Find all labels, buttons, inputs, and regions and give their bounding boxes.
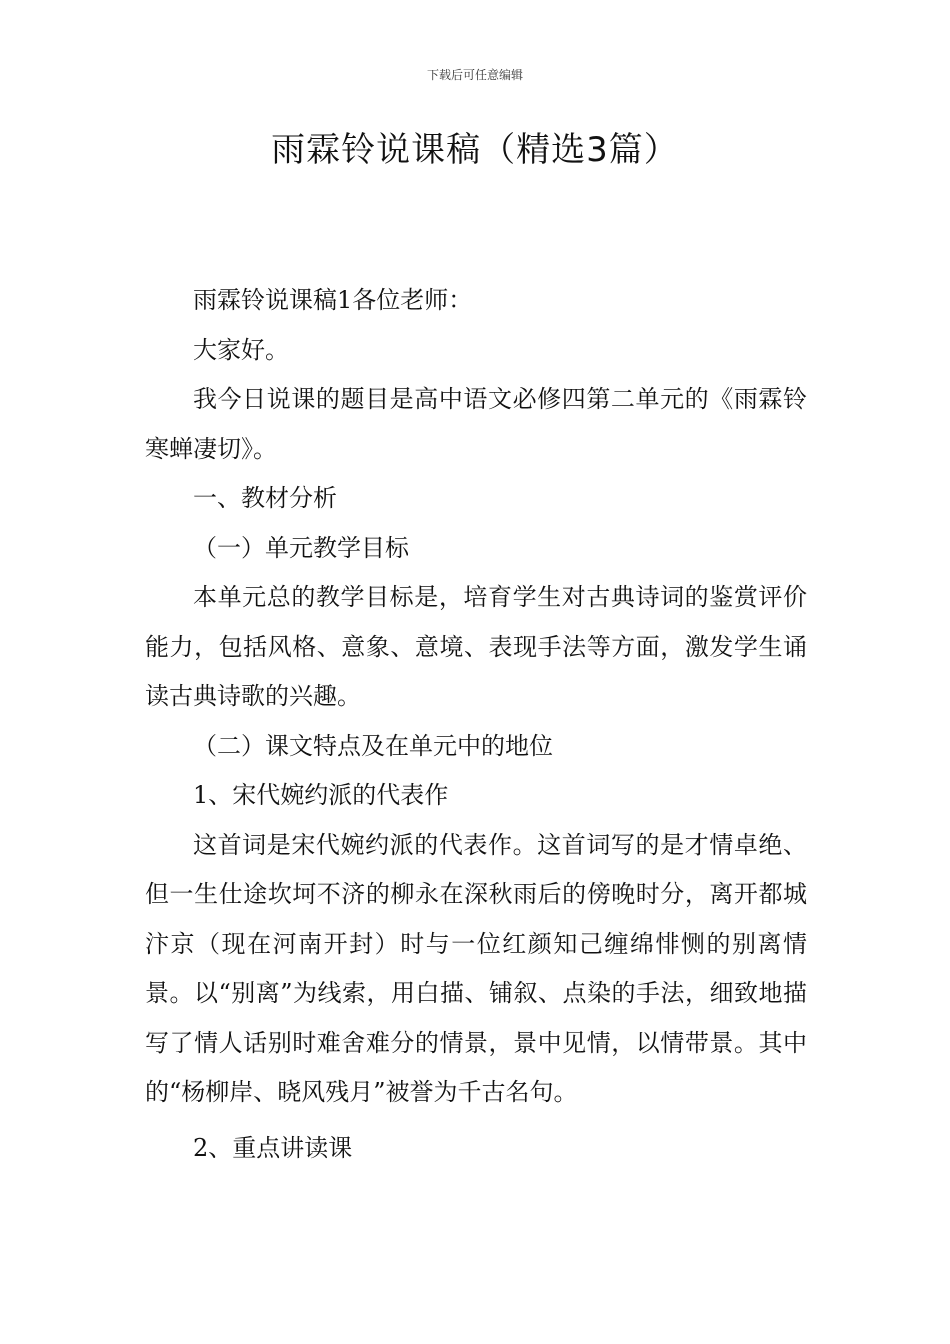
document-body (145, 276, 807, 1173)
paragraph-unit-goals: 本单元总的教学目标是，培育学生对古典诗词的鉴赏评价能力，包括风格、意象、意境、表现手法等方面，激发学生诵读古典诗歌的兴趣。 (145, 583, 807, 710)
item-heading-key-lesson: 2、重点讲读课 (193, 1133, 353, 1162)
paragraph-greeting: 大家好。 (193, 335, 289, 364)
paragraph-topic: 我今日说课的题目是高中语文必修四第二单元的《雨霖铃寒蝉凄切》。 (145, 385, 807, 463)
page-title: 雨霖铃说课稿（精选3篇） (271, 130, 679, 170)
section-heading-textbook-analysis: 一、教材分析 (193, 484, 337, 512)
paragraph-greeting-heading: 雨霖铃说课稿1各位老师： (193, 286, 473, 314)
header-note: 下载后可任意编辑 (426, 68, 523, 82)
subsection-heading-text-features: （二）课文特点及在单元中的地位 (193, 731, 553, 760)
subsection-heading-unit-goals: （一）单元教学目标 (193, 533, 409, 562)
item-heading-representative-work: 1、宋代婉约派的代表作 (193, 781, 449, 809)
paragraph-work-description: 这首词是宋代婉约派的代表作。这首词写的是才情卓绝、但一生仕途坎坷不济的柳永在深秋雨后的傍晚时分，离开都城汴京（现在河南开封）时与一位红颜知己缠绵悱恻的别离情景。以“别离”为线索，用白描、铺叙、点染的手法，细致地描写了情人话别时难舍难分的情景，景中见情，以情带景。其中的“杨柳岸、晓风残月”被誉为千古名句。 (145, 830, 807, 1106)
